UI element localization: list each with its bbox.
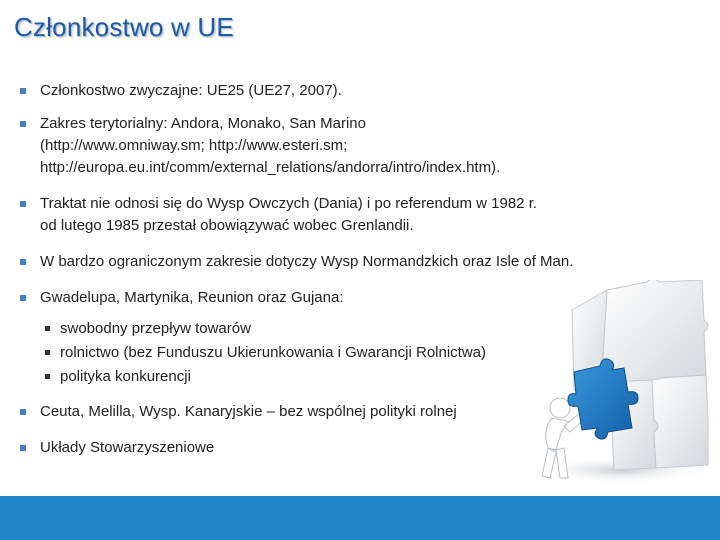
bullet-text: Członkostwo zwyczajne: UE25 (UE27, 2007). [40, 82, 342, 99]
bullet-text: W bardzo ograniczonym zakresie dotyczy Wysp Normandzkich oraz Isle of Man. [40, 253, 574, 270]
sub-bullet-text: rolnictwo (bez Funduszu Ukierunkowania i Gwarancji Rolnictwa) [60, 344, 487, 361]
bullet-membership [18, 80, 628, 102]
sub-bullet-marker [45, 374, 50, 379]
sub-bullet-text: polityka konkurencji [60, 368, 191, 385]
bullet-marker [20, 409, 26, 415]
bullet-marker [20, 445, 26, 451]
bullet-text: (http://www.omniway.sm; http://www.esteri.sm; [40, 137, 348, 154]
sub-bullet-marker [45, 350, 50, 355]
bullet-marker [20, 259, 26, 265]
bullet-text: Traktat nie odnosi się do Wysp Owczych (Dania) i po referendum w 1982 r. [40, 195, 538, 212]
bullet-marker [20, 295, 26, 301]
bullet-territory [18, 113, 628, 179]
bullet-text: Zakres terytorialny: Andora, Monako, San Marino [40, 115, 366, 132]
bullet-marker [20, 201, 26, 207]
bullet-marker [20, 88, 26, 94]
footer-bar [0, 496, 720, 540]
bullet-text: http://europa.eu.int/comm/external_relations/andorra/intro/index.htm). [40, 159, 501, 176]
slide-title: Członkostwo w UE [14, 12, 234, 42]
sub-bullet-marker [45, 326, 50, 331]
bullet-marker [20, 121, 26, 127]
puzzle-figure-image [512, 280, 712, 490]
bullet-text: Ceuta, Melilla, Wysp. Kanaryjskie – bez wspólnej polityki rolnej [40, 403, 457, 420]
sub-bullet-text: swobodny przepływ towarów [60, 320, 251, 337]
bullet-text: Układy Stowarzyszeniowe [40, 439, 215, 456]
bullet-text: od lutego 1985 przestał obowiązywać wobec Grenlandii. [40, 217, 414, 234]
bullet-text: Gwadelupa, Martynika, Reunion oraz Gujana: [40, 289, 344, 306]
bullet-channel-islands [18, 251, 628, 273]
bullet-treaty [18, 193, 628, 237]
